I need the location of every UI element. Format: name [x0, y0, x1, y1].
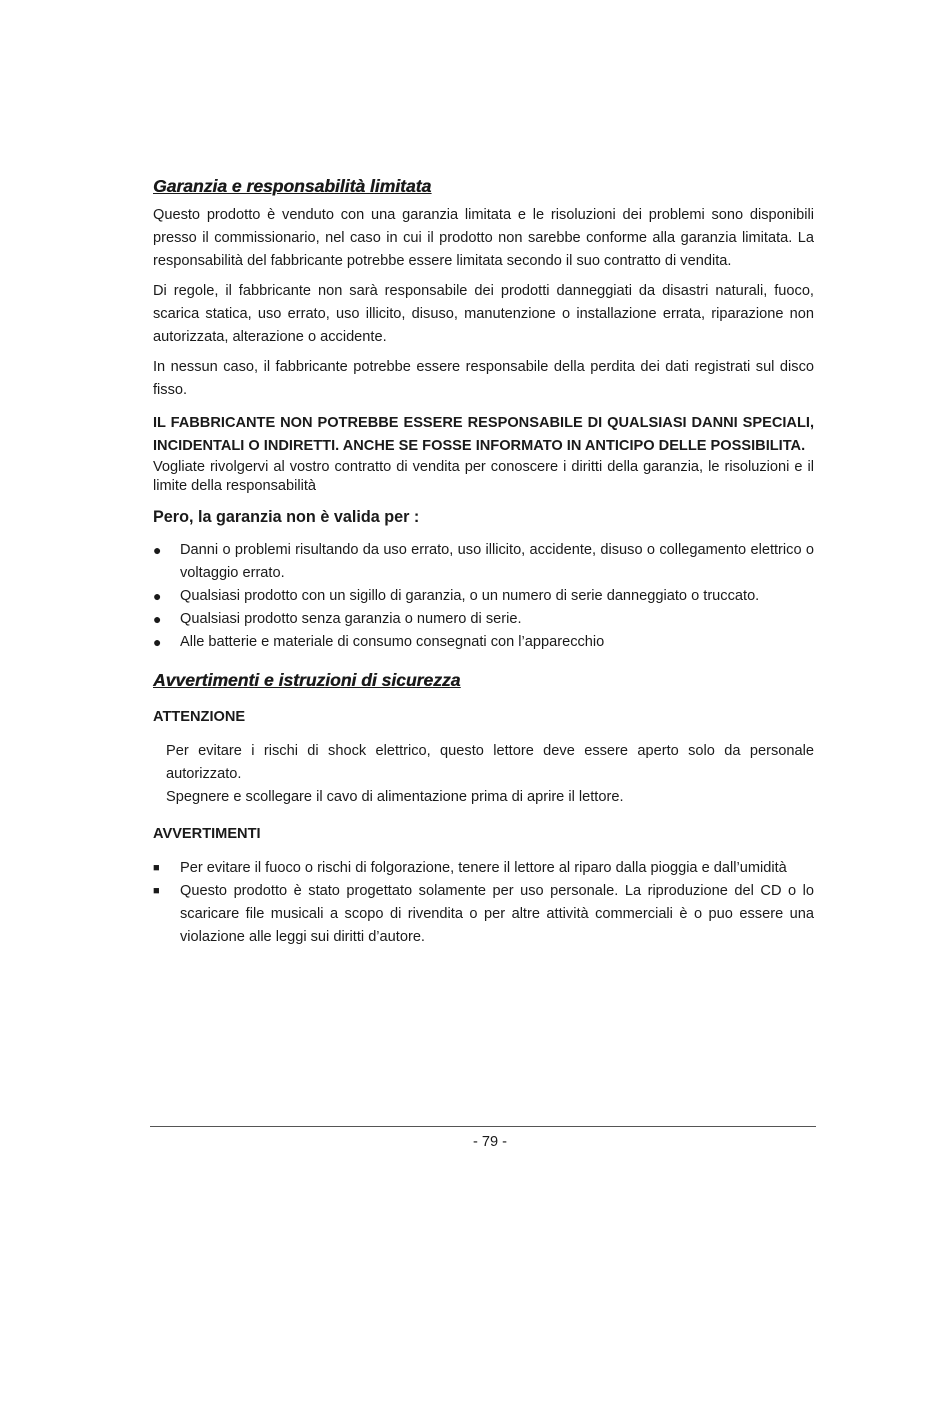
list-item — [153, 631, 814, 654]
list-item-text: Per evitare il fuoco o rischi di folgorazione, tenere il lettore al riparo dalla pioggia e dall’umidità — [180, 860, 787, 876]
liability-disclaimer: IL FABBRICANTE NON POTREBBE ESSERE RESPONSABILE DI QUALSIASI DANNI SPECIALI, INCIDENTALI O INDIRETTI. ANCHE SE FOSSE INFORMATO IN ANTICIPO DELLE POSSIBILITA. — [153, 415, 814, 454]
exclusions-heading: Pero, la garanzia non è valida per : — [153, 508, 420, 526]
list-item — [153, 880, 814, 949]
bullet-dot-icon: ● — [153, 611, 162, 627]
list-item-text: Alle batterie e materiale di consumo consegnati con l’apparecchio — [180, 634, 605, 650]
warnings-list — [153, 857, 814, 949]
square-bullet-icon: ■ — [153, 862, 160, 874]
attention-label: ATTENZIONE — [153, 709, 246, 725]
safety-title: Avvertimenti e istruzioni di sicurezza — [153, 670, 461, 690]
page-content — [153, 174, 814, 949]
warranty-paragraph-2: Di regole, il fabbricante non sarà responsabile dei prodotti danneggiati da disastri naturali, fuoco, scarica statica, uso errato, uso illicito, disuso, manutenzione o installazione errata, riparazione non autorizzata, alterazione o accidente. — [153, 283, 814, 345]
warranty-paragraph-5: Vogliate rivolgervi al vostro contratto di vendita per conoscere i diritti della garanzia, le risoluzioni e il limite della responsabilità — [153, 459, 814, 494]
list-item — [153, 585, 814, 608]
bullet-dot-icon: ● — [153, 634, 162, 650]
warranty-title: Garanzia e responsabilità limitata — [153, 176, 432, 196]
list-item-text: Qualsiasi prodotto con un sigillo di garanzia, o un numero di serie danneggiato o truccato. — [180, 588, 760, 604]
list-item — [153, 857, 814, 880]
bullet-dot-icon: ● — [153, 542, 162, 558]
list-item — [153, 608, 814, 631]
page-number: - 79 - — [472, 1134, 508, 1150]
attention-text-2: Spegnere e scollegare il cavo di alimentazione prima di aprire il lettore. — [166, 789, 624, 805]
list-item-text: Questo prodotto è stato progettato solamente per uso personale. La riproduzione del CD o lo scaricare file musicali a scopo di rivendita o per altre attività commerciali è o puo essere una violazione alle leggi sui diritti d’autore. — [180, 883, 814, 945]
bullet-dot-icon: ● — [153, 588, 162, 604]
warranty-paragraph-1: Questo prodotto è venduto con una garanzia limitata e le risoluzioni dei problemi sono disponibili presso il commissionario, nel caso in cui il prodotto non sarebbe conforme alla garanzia limitata. La responsabilità del fabbricante potrebbe essere limitata secondo il suo contratto di vendita. — [153, 207, 814, 269]
list-item — [153, 539, 814, 585]
list-item-text: Qualsiasi prodotto senza garanzia o numero di serie. — [180, 611, 522, 627]
warnings-label: AVVERTIMENTI — [153, 826, 261, 842]
square-bullet-icon: ■ — [153, 885, 160, 897]
warranty-paragraph-3: In nessun caso, il fabbricante potrebbe essere responsabile della perdita dei dati registrati sul disco fisso. — [153, 359, 814, 398]
exclusions-list — [153, 539, 814, 654]
list-item-text: Danni o problemi risultando da uso errato, uso illicito, accidente, disuso o collegamento elettrico o voltaggio errato. — [180, 542, 814, 581]
attention-text-1: Per evitare i rischi di shock elettrico, questo lettore deve essere aperto solo da personale autorizzato. — [166, 743, 814, 782]
footer-divider — [150, 1126, 816, 1127]
